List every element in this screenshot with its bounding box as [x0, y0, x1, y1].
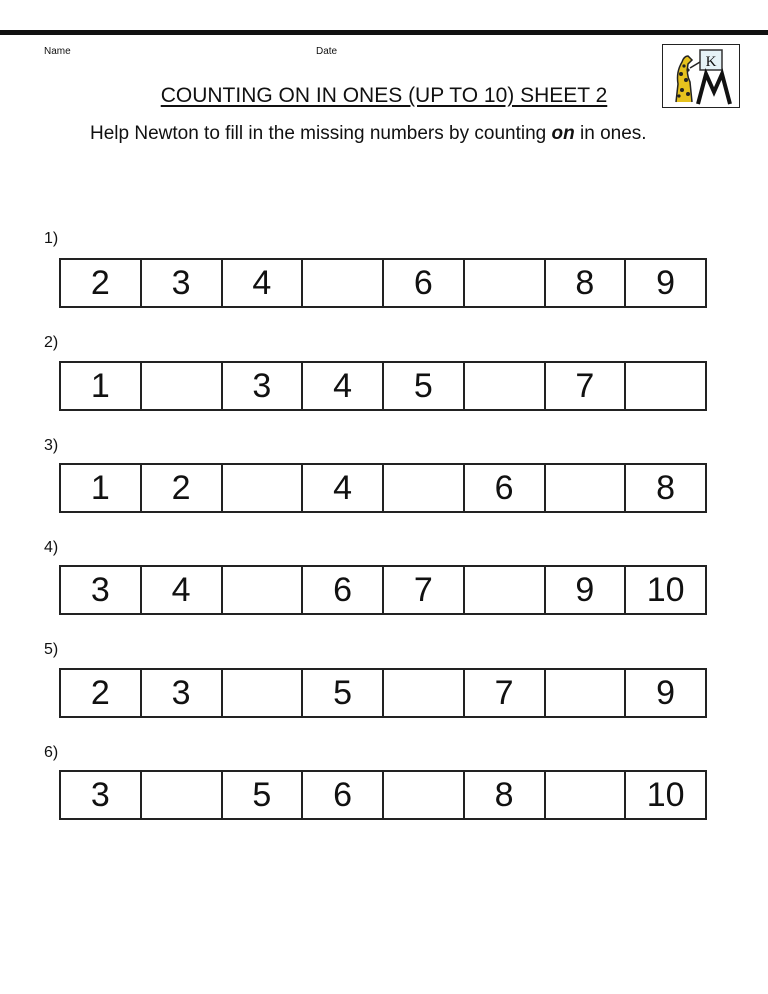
question-number: 5): [44, 641, 59, 658]
number-cell: 4: [303, 465, 384, 511]
question-number: 1): [44, 230, 59, 247]
missing-number-input[interactable]: [384, 670, 463, 716]
missing-number-box[interactable]: [546, 772, 627, 818]
question-number: 6): [44, 744, 59, 761]
number-cell: 9: [546, 567, 627, 613]
missing-number-box[interactable]: [626, 363, 705, 409]
missing-number-box[interactable]: [223, 567, 304, 613]
missing-number-box[interactable]: [142, 363, 223, 409]
number-cell: 3: [61, 772, 142, 818]
question-number: 3): [44, 437, 59, 454]
top-rule: [0, 30, 768, 35]
number-row: [59, 770, 707, 820]
number-cell: 6: [303, 567, 384, 613]
number-cell: 6: [384, 260, 465, 306]
number-cell: 3: [223, 363, 304, 409]
number-cell: 10: [646, 775, 685, 814]
missing-number-box[interactable]: [546, 465, 627, 511]
page-title: COUNTING ON IN ONES (UP TO 10) SHEET 2: [160, 84, 608, 107]
instructions-text: Help Newton to fill in the missing numbers by counting: [90, 123, 552, 144]
missing-number-input[interactable]: [465, 260, 544, 306]
number-row: [59, 258, 707, 308]
missing-number-input[interactable]: [465, 567, 544, 613]
instructions-text-end: in ones.: [574, 123, 647, 144]
number-cell: 2: [61, 670, 142, 716]
number-cell: 3: [142, 670, 223, 716]
number-cell: 6: [303, 772, 384, 818]
missing-number-input[interactable]: [465, 363, 544, 409]
date-label: Date: [316, 46, 338, 57]
name-label: Name: [44, 46, 71, 57]
missing-number-box[interactable]: [303, 260, 384, 306]
number-row: [59, 565, 707, 615]
missing-number-box[interactable]: [384, 465, 465, 511]
missing-number-input[interactable]: [626, 363, 705, 409]
question-number: 2): [44, 334, 59, 351]
number-cell: 7: [546, 363, 627, 409]
missing-number-box[interactable]: [384, 772, 465, 818]
number-row: [59, 361, 707, 411]
missing-number-box[interactable]: [223, 670, 304, 716]
missing-number-input[interactable]: [384, 772, 463, 818]
instructions: [90, 118, 720, 150]
number-cell: 8: [656, 468, 676, 507]
number-cell: 7: [465, 670, 546, 716]
number-cell: 5: [384, 363, 465, 409]
number-row: [59, 668, 707, 718]
missing-number-box[interactable]: [223, 465, 304, 511]
number-cell: 6: [465, 465, 546, 511]
missing-number-box[interactable]: [465, 567, 546, 613]
number-cell: 2: [142, 465, 223, 511]
question-number: 4): [44, 539, 59, 556]
missing-number-input[interactable]: [546, 670, 625, 716]
number-cell: 1: [61, 465, 142, 511]
missing-number-box[interactable]: [465, 260, 546, 306]
number-cell: 3: [142, 260, 223, 306]
missing-number-box[interactable]: [546, 670, 627, 716]
number-cell: 4: [142, 567, 223, 613]
missing-number-box[interactable]: [384, 670, 465, 716]
number-cell: 9: [656, 263, 676, 302]
number-cell: 10: [646, 570, 685, 609]
missing-number-box[interactable]: [142, 772, 223, 818]
number-cell: 4: [223, 260, 304, 306]
missing-number-input[interactable]: [303, 260, 382, 306]
number-cell: 8: [546, 260, 627, 306]
missing-number-input[interactable]: [142, 363, 221, 409]
logo-letter: K: [705, 54, 717, 70]
missing-number-input[interactable]: [546, 772, 625, 818]
missing-number-input[interactable]: [223, 567, 302, 613]
missing-number-box[interactable]: [465, 363, 546, 409]
number-cell: 3: [61, 567, 142, 613]
number-cell: 5: [303, 670, 384, 716]
missing-number-input[interactable]: [546, 465, 625, 511]
number-cell: 4: [303, 363, 384, 409]
number-cell: 2: [61, 260, 142, 306]
missing-number-input[interactable]: [384, 465, 463, 511]
number-row: [59, 463, 707, 513]
missing-number-input[interactable]: [142, 772, 221, 818]
instructions-emphasis: on: [551, 123, 575, 144]
number-cell: 7: [384, 567, 465, 613]
missing-number-input[interactable]: [223, 670, 302, 716]
number-cell: 5: [223, 772, 304, 818]
missing-number-input[interactable]: [223, 465, 302, 511]
number-cell: 8: [465, 772, 546, 818]
number-cell: 1: [61, 363, 142, 409]
number-cell: 9: [656, 673, 676, 712]
